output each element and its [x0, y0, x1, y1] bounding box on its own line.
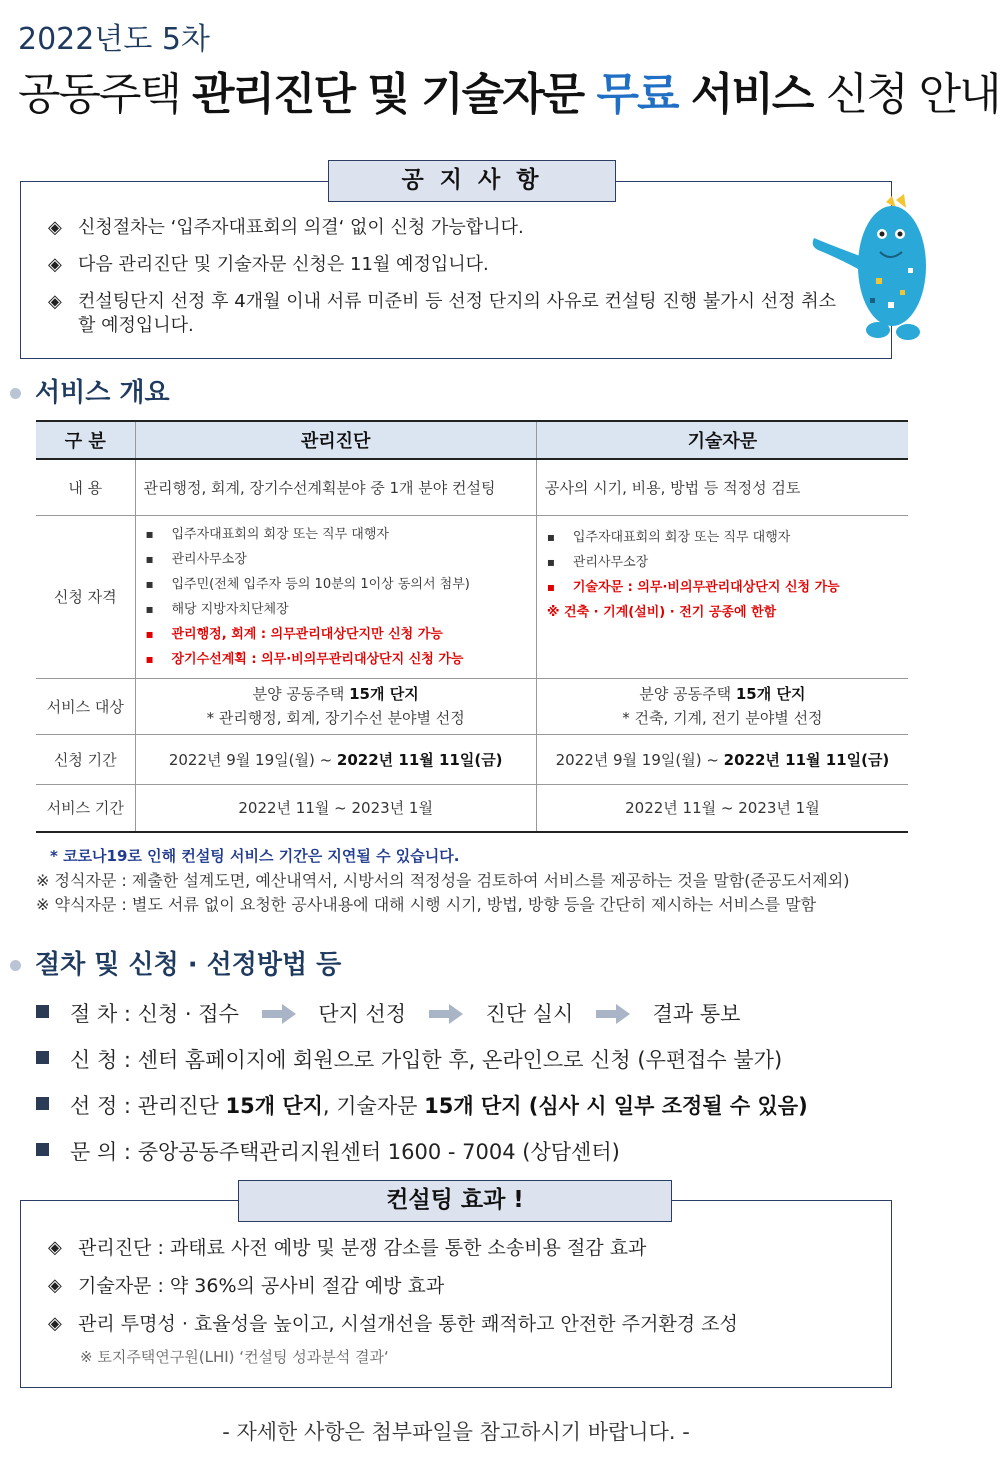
- list-item: ◈ 관리 투명성 · 효율성을 높이고, 시설개선을 통한 쾌적하고 안전한 주거환경 조성: [48, 1313, 738, 1335]
- list-item: ◈ 다음 관리진단 및 기술자문 신청은 11월 예정입니다.: [48, 254, 489, 275]
- square-bullet-icon: [36, 1005, 49, 1018]
- cell-line: 분양 공동주택 15개 단지: [639, 685, 806, 703]
- table-cell: 공사의 시기, 비용, 방법 등 적정성 검토: [536, 459, 908, 515]
- table-cell: 2022년 11월 ~ 2023년 1월: [135, 784, 536, 832]
- covid-notice: * 코로나19로 인해 컨설팅 서비스 기간은 지연될 수 있습니다.: [50, 847, 460, 865]
- list-item: 절 차 : 신청 · 접수 단지 선정 진단 실시 결과 통보: [36, 998, 808, 1044]
- square-bullet-icon: [36, 1097, 49, 1110]
- table-header-row: [36, 421, 908, 459]
- arrow-right-icon: [262, 1004, 296, 1024]
- notice-list: [48, 216, 848, 351]
- list-item: ▪ 관리사무소장: [547, 550, 908, 575]
- section-title-overview: 서비스 개요: [10, 372, 170, 409]
- row-label: 내 용: [36, 459, 135, 515]
- row-label: 서비스 대상: [36, 678, 135, 734]
- effect-heading: 컨설팅 효과 !: [238, 1180, 672, 1222]
- footer-note: - 자세한 사항은 첨부파일을 참고하시기 바랍니다. -: [222, 1420, 690, 1444]
- list-item: ▪ 관리행정, 회계 : 의무관리대상단지만 신청 가능: [146, 622, 536, 647]
- cell-line: * 건축, 기계, 전기 분야별 선정: [622, 709, 823, 727]
- bullet-dot-icon: [10, 960, 21, 971]
- table-cell: [536, 678, 908, 734]
- table-cell: 2022년 11월 ~ 2023년 1월: [536, 784, 908, 832]
- list-item: ◈ 관리진단 : 과태료 사전 예방 및 분쟁 감소를 통한 소송비용 절감 효과: [48, 1237, 647, 1259]
- diamond-bullet-icon: ◈: [48, 1275, 62, 1296]
- diamond-bullet-icon: ◈: [48, 291, 62, 312]
- definition-informal: ※ 약식자문 : 별도 서류 없이 요청한 공사내용에 대해 시행 시기, 방법, 방향 등을 간단히 제시하는 서비스를 말함: [36, 895, 817, 914]
- list-item: ▪ 기술자문 : 의무·비의무관리대상단지 신청 가능: [547, 575, 908, 600]
- column-header: 관리진단: [135, 421, 536, 459]
- table-cell: [536, 515, 908, 678]
- list-item: ▪ 관리사무소장: [146, 547, 536, 572]
- cell-line: 분양 공동주택 15개 단지: [252, 685, 419, 703]
- list-item: 선 정 : 관리진단 15개 단지, 기술자문 15개 단지 (심사 시 일부 조정될 수 있음): [36, 1090, 808, 1136]
- table-cell: 2022년 9월 19일(월) ~ 2022년 11월 11일(금): [135, 734, 536, 784]
- table-cell: 관리행정, 회계, 장기수선계획분야 중 1개 분야 컨설팅: [135, 459, 536, 515]
- list-item: ▪ 장기수선계획 : 의무·비의무관리대상단지 신청 가능: [146, 647, 536, 672]
- row-label: 신청 자격: [36, 515, 135, 678]
- page-subtitle: 2022년도 5차: [18, 22, 210, 57]
- page-title: 공동주택 관리진단 및 기술자문 무료 서비스 신청 안내: [18, 69, 1000, 120]
- step: 진단 실시: [485, 1002, 574, 1026]
- column-header: 기술자문: [536, 421, 908, 459]
- list-item: ◈ 기술자문 : 약 36%의 공사비 절감 예방 효과: [48, 1275, 445, 1297]
- notice-heading: 공 지 사 항: [328, 160, 616, 202]
- mascot-icon: [808, 194, 928, 344]
- cell-line: * 관리행정, 회계, 장기수선 분야별 선정: [206, 709, 465, 727]
- list-item: ◈ 컨설팅단지 선정 후 4개월 이내 서류 미준비 등 선정 단지의 사유로 컨설팅 진행 불가시 선정 취소할 예정입니다.: [48, 291, 837, 336]
- step: 결과 통보: [652, 1002, 741, 1026]
- diamond-bullet-icon: ◈: [48, 1237, 62, 1258]
- square-bullet-icon: [36, 1051, 49, 1064]
- eligibility-list: [537, 516, 908, 631]
- list-item: 신 청 : 센터 홈페이지에 회원으로 가입한 후, 온라인으로 신청 (우편접수 불가): [36, 1044, 808, 1090]
- overview-table: [36, 420, 908, 833]
- column-header: 구 분: [36, 421, 135, 459]
- effect-source-note: ※ 토지주택연구원(LHI) ‘컨설팅 성과분석 결과‘: [80, 1348, 389, 1366]
- list-item: ◈ 신청절차는 ‘입주자대표회의 의결‘ 없이 신청 가능합니다.: [48, 217, 524, 238]
- table-cell: 2022년 9월 19일(월) ~ 2022년 11월 11일(금): [536, 734, 908, 784]
- table-row: [36, 459, 908, 515]
- list-item: ▪ 해당 지방자치단체장: [146, 597, 536, 622]
- list-item: ▪ 입주자대표회의 회장 또는 직무 대행자: [547, 525, 908, 550]
- table-row: [36, 784, 908, 832]
- definition-formal: ※ 정식자문 : 제출한 설계도면, 예산내역서, 시방서의 적정성을 검토하여 서비스를 제공하는 것을 말함(준공도서제외): [36, 871, 850, 890]
- list-item: ▪ 입주자대표회의 회장 또는 직무 대행자: [146, 522, 536, 547]
- list-item: 문 의 : 중앙공동주택관리지원센터 1600 - 7004 (상담센터): [36, 1136, 808, 1182]
- arrow-right-icon: [429, 1004, 463, 1024]
- row-label: 신청 기간: [36, 734, 135, 784]
- list-item: ※ 건축 · 기계(설비) · 전기 공종에 한함: [546, 604, 777, 620]
- diamond-bullet-icon: ◈: [48, 254, 62, 275]
- step: 신청 · 접수: [137, 1002, 239, 1026]
- table-row: [36, 515, 908, 678]
- square-bullet-icon: [36, 1143, 49, 1156]
- row-label: 서비스 기간: [36, 784, 135, 832]
- section-title-procedure: 절차 및 신청 · 선정방법 등: [10, 944, 341, 981]
- table-row: [36, 734, 908, 784]
- arrow-right-icon: [596, 1004, 630, 1024]
- effect-list: [48, 1236, 868, 1350]
- bullet-dot-icon: [10, 388, 21, 399]
- diamond-bullet-icon: ◈: [48, 1313, 62, 1334]
- list-item: ▪ 입주민(전체 입주자 등의 10분의 1이상 동의서 첨부): [146, 572, 536, 597]
- diamond-bullet-icon: ◈: [48, 217, 62, 238]
- eligibility-list: [136, 516, 536, 678]
- table-row: [36, 678, 908, 734]
- table-cell: [135, 515, 536, 678]
- procedure-list: [36, 998, 808, 1182]
- step: 단지 선정: [318, 1002, 407, 1026]
- table-cell: [135, 678, 536, 734]
